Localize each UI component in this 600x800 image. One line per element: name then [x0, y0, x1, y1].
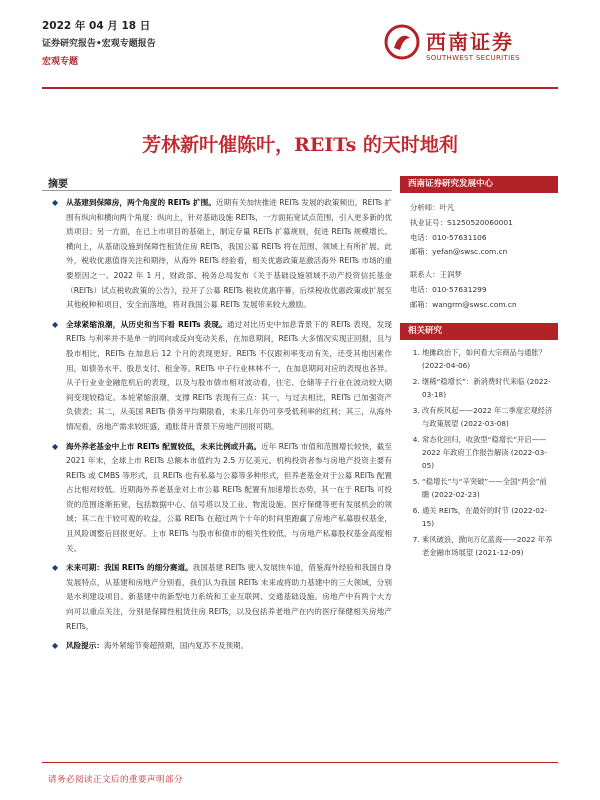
abstract-paragraph [42, 196, 392, 313]
sidebar [400, 176, 558, 562]
abstract-paragraph [42, 639, 392, 654]
report-column: 宏观专题 [42, 57, 79, 67]
paragraph-text: 通过对比历史中加息背景下的 REITs 表现，发现 REITs 与利率并不是单一的同向或反向变动关系，在加息期间，REITs 大多情况实现正回报，且与股市相比，REITs 在加息后 12 个月的表现更好。REITs 不仅跟利率变动有关，还受其他因素作用，如债务水平、股息支付、租金等。REITs 中子行业林林不一，在加息期间对应的表现也各异。从子行业业金融危机后的表现，以及与股市债市相对波动看，住宅、仓储等子行业在波动较大期间变现较稳定。本轮紧缩浪潮，支撑 REITs 表现有三点：其一，与过去相比，REITs 已加强资产负债表；其二，从美国 REITs 债务平均期限看，未来几年仍可享受低利率的红利；其三，从海外情况看，房地产需求较旺盛，通胀背升背景下房地产回报可期。 [66, 319, 392, 431]
header-divider [42, 87, 558, 89]
related-item[interactable]: 5. “稳增长”与“辛突破”——全国“两会”前瞻 (2022-02-23) [422, 475, 554, 501]
report-title: 芳林新叶催陈叶，REITs 的天时地利 [142, 134, 458, 156]
paragraph-lead: 海外养老基金中上市 REITs 配置较低，未来比例或升高。 [66, 441, 262, 451]
paragraph-lead: 全球紧缩浪潮，从历史和当下看 REITs 表现。 [66, 319, 227, 329]
related-research-list [400, 346, 558, 559]
analyst-phone: 电话：010-57631106 [410, 232, 487, 242]
paragraph-text: 海外紧缩节奏超预期，国内复苏不及预期。 [103, 641, 249, 651]
contact-phone: 电话：010-57631299 [410, 284, 487, 294]
related-research-title: 相关研究 [400, 323, 558, 340]
paragraph-text: 我国基建 REITs 驶入发展快车道，借鉴海外经验和我国自身发展特点，从基建和房地产分别看，我们认为我国 REITs 未来或将助力基建中的三大领域，分别是水利建设项目、新基建中的新型电力系统和工业互联网、交通基础设施。房地产中有两个大方向可以重点关注，分别是保障性租赁住房 REITs，以及包括养老地产在内的医疗保健相关房地产 REITs。 [66, 563, 392, 631]
analyst-license: 执业证号：S1250520060001 [410, 217, 513, 227]
related-item[interactable]: 2. 继稀“稳增长”：新消费时代来临 (2022-03-18) [422, 375, 554, 401]
company-logo [384, 22, 554, 70]
paragraph-lead: 从基建到保障房，两个角度的 REITs 扩围。 [66, 198, 216, 207]
analyst-email[interactable]: 邮箱：yefan@swsc.com.cn [410, 247, 508, 257]
report-date: 2022 年 04 月 18 日 [42, 20, 151, 32]
logo-name-cn: 西南证券 [426, 30, 514, 54]
related-item[interactable]: 7. 乘风破浪，掀向万亿蓝海——2022 年养老金融市场展望 (2021-12-09) [422, 533, 554, 559]
team-title: 西南证券研究发展中心 [400, 176, 558, 193]
logo-emblem-icon [384, 24, 420, 60]
bullet-diamond-icon: ◆ [52, 198, 59, 207]
abstract-divider [42, 190, 392, 191]
paragraph-lead: 风险提示： [66, 641, 104, 651]
contact-email[interactable]: 邮箱：wangrm@swsc.com.cn [410, 299, 517, 309]
abstract-paragraph [42, 440, 392, 557]
paragraph-lead: 未来可期：我国 REITs 的细分赛道。 [66, 563, 193, 573]
paragraph-text: 近期有关加快推进 REITs 发展的政策频出，REITs 扩围有纵向和横向两个角度：纵向上，针对基础设施 REITs，一方面拓宽试点范围，引入更多新的优质项目；另一方面，在已上市项目的基础上，制定存量 REITs 扩募规则，促进 REITs 规模增长。横向上，从基础设施到保障性租赁住房 REITs，我国公募 REITs 将在范围、领域上有所扩展。此外，税收优惠值得关注和期待，从海外 REITs 经验看，相关优惠政策是激活海外 REITs 市场的重要原因之一。2022 年 1 月，财政部、税务总局发布《关于基础设施领域不动产投资信托基金（REITs）试点税收政策的公告》，拉开了公募 REITs 税收优惠序幕，后续税收优惠政策或扩展至其他税种和项目，安全而落地，将对我国公募 REITs 发展带来较大激励。 [66, 198, 393, 310]
contact-name: 联系人：王润梦 [410, 270, 462, 280]
related-item[interactable]: 6. 通关 REITs，在最好的时节 (2022-02-15) [422, 504, 554, 530]
bullet-diamond-icon: ◆ [52, 641, 59, 651]
related-item[interactable]: 3. 改有疾风起——2022 年二季度宏观经济与政策展望 (2022-03-08) [422, 404, 554, 430]
abstract-paragraph [42, 318, 392, 435]
footer-divider [42, 762, 558, 763]
report-type: 证券研究报告•宏观专题报告 [42, 39, 156, 49]
logo-name-en: SOUTHWEST SECURITIES [426, 54, 520, 62]
abstract-label: 摘要 [48, 179, 68, 190]
bullet-diamond-icon: ◆ [52, 563, 59, 573]
analyst-name: 分析师：叶凡 [410, 203, 455, 212]
paragraph-text: 近年 REITs 市值和范围增长较快，截至 2021 年末，全球上市 REITs 总额本市值约为 2.5 万亿美元。机构投资者参与房地产投资主要有 REITs 或 CMBS 等形式，且 REITs 也有私募与公募等多种形式，但养老基金对于公募 REITs 配置占比相对较低。近期海外养老基金对上市公募 REITs 配置有加速增长态势，其一在于 REITs 可投资的范围逐渐拓宽，包括数据中心、信号塔以及工业、物流设施、医疗保健等更有发展机会的领域；其二在于较可观的收益，公募 REITs 在超过两个十年的时间里跑赢了房地产私募股权基金，且风险调整后回报更好。上市 REITs 与股市和债市的相关性较低，与房地产私募股权基金高度相关。 [66, 441, 392, 553]
footer-disclaimer: 请务必阅读正文后的重要声明部分 [48, 775, 184, 785]
abstract-paragraph [42, 561, 392, 634]
contact-info [400, 193, 558, 313]
abstract-body [42, 196, 392, 659]
bullet-diamond-icon: ◆ [52, 319, 59, 329]
bullet-diamond-icon: ◆ [52, 441, 59, 451]
report-header [42, 14, 562, 84]
related-item[interactable]: 4. 常态化回归，收敛型“稳增长”开启——2022 年政府工作报告解读 (2022-03-05) [422, 433, 554, 472]
related-item[interactable]: 1. 地摊政治下，如何看大宗商品与通胀？ (2022-04-06) [422, 346, 554, 372]
